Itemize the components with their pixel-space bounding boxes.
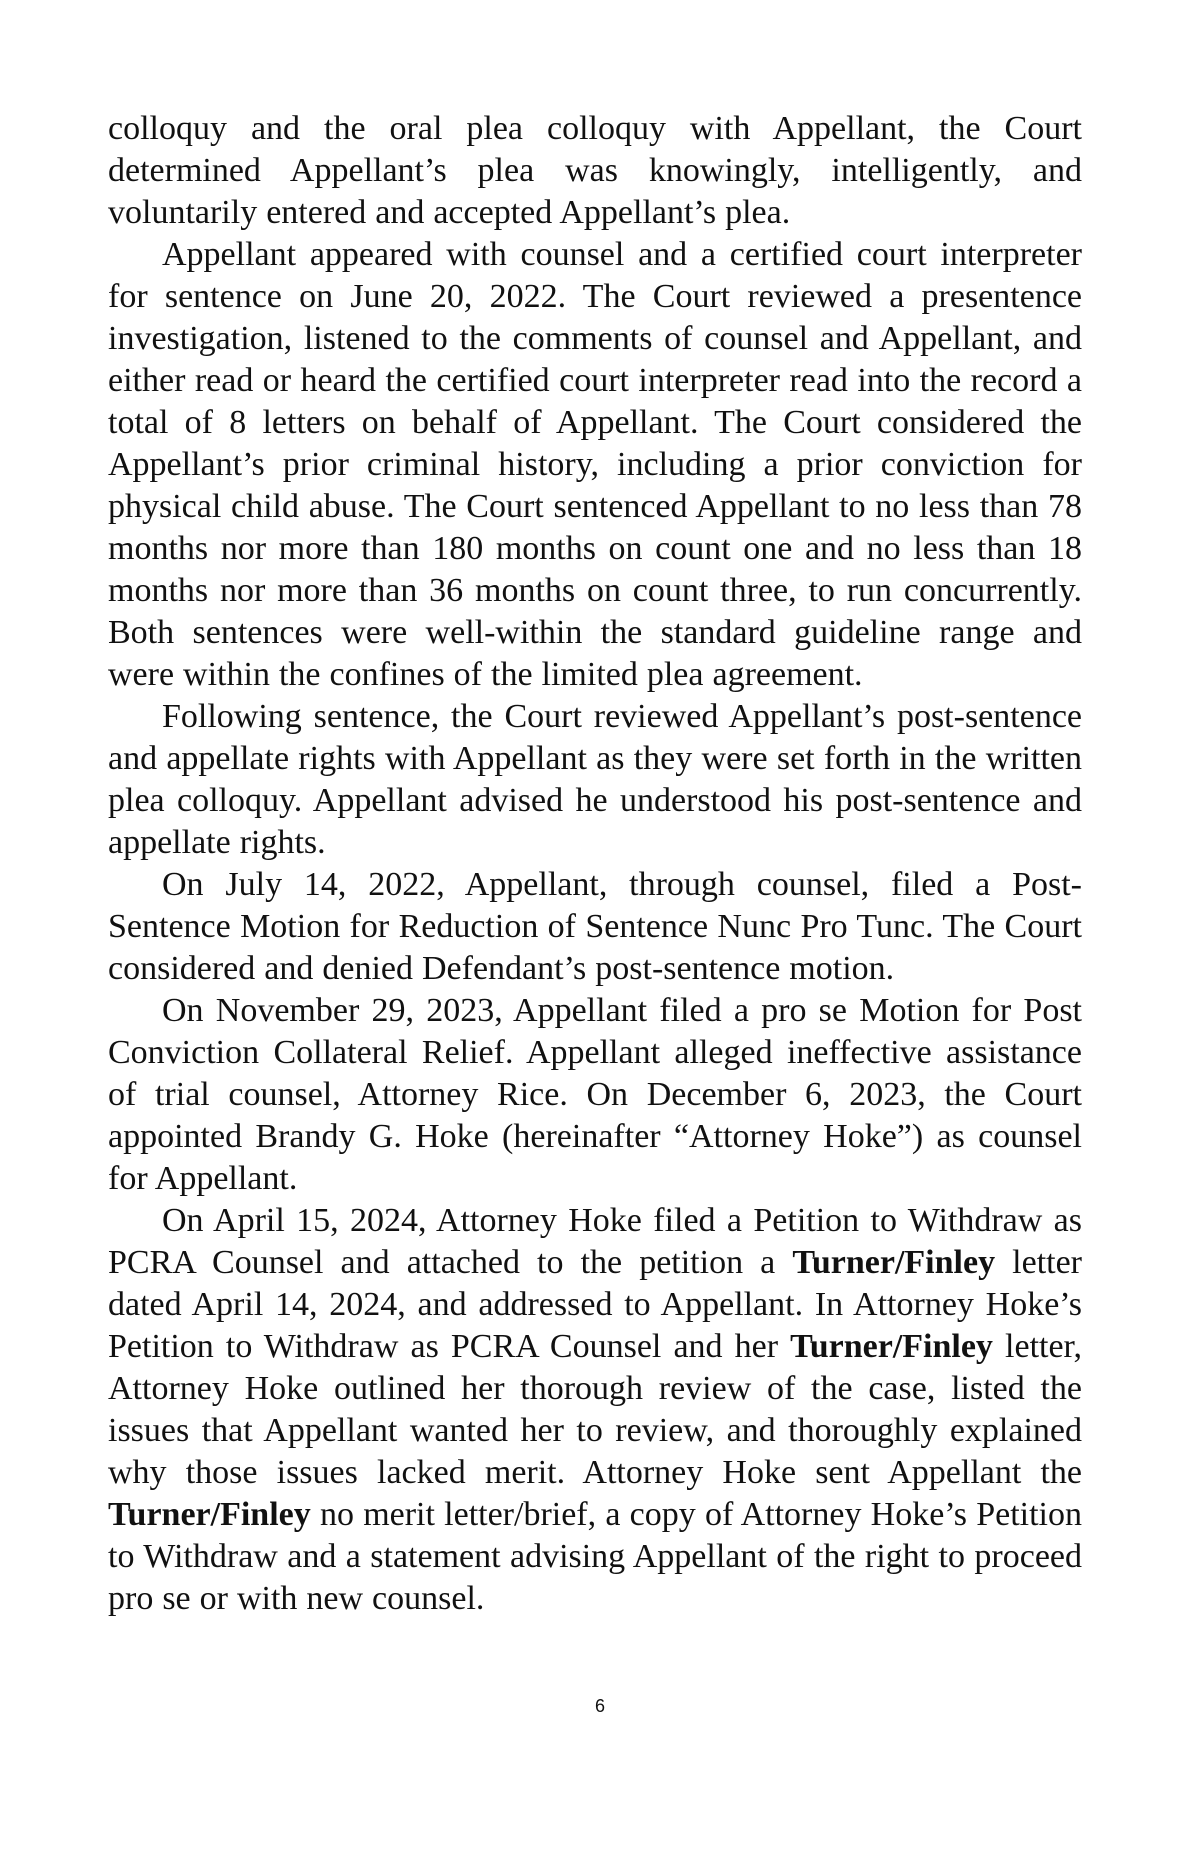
paragraph-text: no merit letter/brief, a copy of Attorney Hoke’s Petition to Withdraw and a statement advising Appellant of the right to proceed pro se or with new counsel. [108, 1496, 1082, 1617]
document-body [108, 108, 1082, 1620]
paragraph [108, 696, 1082, 864]
case-citation: Turner/Finley [108, 1496, 311, 1533]
paragraph-text: On April 15, 2024, Attorney Hoke filed a Petition to Withdraw as PCRA Counsel and attached to the petition a [108, 1202, 1082, 1281]
paragraph [108, 234, 1082, 696]
page-number: 6 [594, 1696, 605, 1716]
paragraph-text: letter, Attorney Hoke outlined her thorough review of the case, listed the issues that Appellant wanted her to review, and thoroughly explained why those issues lacked merit. Attorney Hoke sent Appellant the [108, 1328, 1083, 1491]
paragraph-text: Appellant appeared with counsel and a certified court interpreter for sentence on June 20, 2022. The Court reviewed a presentence investigation, listened to the comments of counsel and Appellant, and either read or heard the certified court interpreter read into the record a total of 8 letters on behalf of Appellant. The Court considered the Appellant’s prior criminal history, including a prior conviction for physical child abuse. The Court sentenced Appellant to no less than 78 months nor more than 180 months on count one and no less than 18 months nor more than 36 months on count three, to run concurrently. Both sentences were well-within the standard guideline range and were within the confines of the limited plea agreement. [108, 236, 1082, 693]
paragraph-text: On July 14, 2022, Appellant, through counsel, filed a Post-Sentence Motion for Reduction of Sentence Nunc Pro Tunc. The Court considered and denied Defendant’s post-sentence motion. [108, 866, 1082, 987]
paragraph [108, 108, 1082, 234]
paragraph [108, 990, 1082, 1200]
paragraph-text: On November 29, 2023, Appellant filed a pro se Motion for Post Conviction Collateral Relief. Appellant alleged ineffective assistance of trial counsel, Attorney Rice. On December 6, 2023, the Court appointed Brandy G. Hoke (hereinafter “Attorney Hoke”) as counsel for Appellant. [108, 992, 1082, 1197]
paragraph-text: Following sentence, the Court reviewed Appellant’s post-sentence and appellate rights with Appellant as they were set forth in the written plea colloquy. Appellant advised he understood his post-sentence and appellate rights. [108, 698, 1082, 861]
paragraph [108, 864, 1082, 990]
case-citation: Turner/Finley [792, 1244, 996, 1281]
paragraph [108, 1200, 1082, 1620]
case-citation: Turner/Finley [790, 1328, 993, 1365]
paragraph-text: colloquy and the oral plea colloquy with Appellant, the Court determined Appellant’s plea was knowingly, intelligently, and voluntarily entered and accepted Appellant’s plea. [108, 110, 1082, 231]
paragraph-text: letter dated April 14, 2024, and addressed to Appellant. In Attorney Hoke’s Petition to Withdraw as PCRA Counsel and her [108, 1244, 1082, 1365]
